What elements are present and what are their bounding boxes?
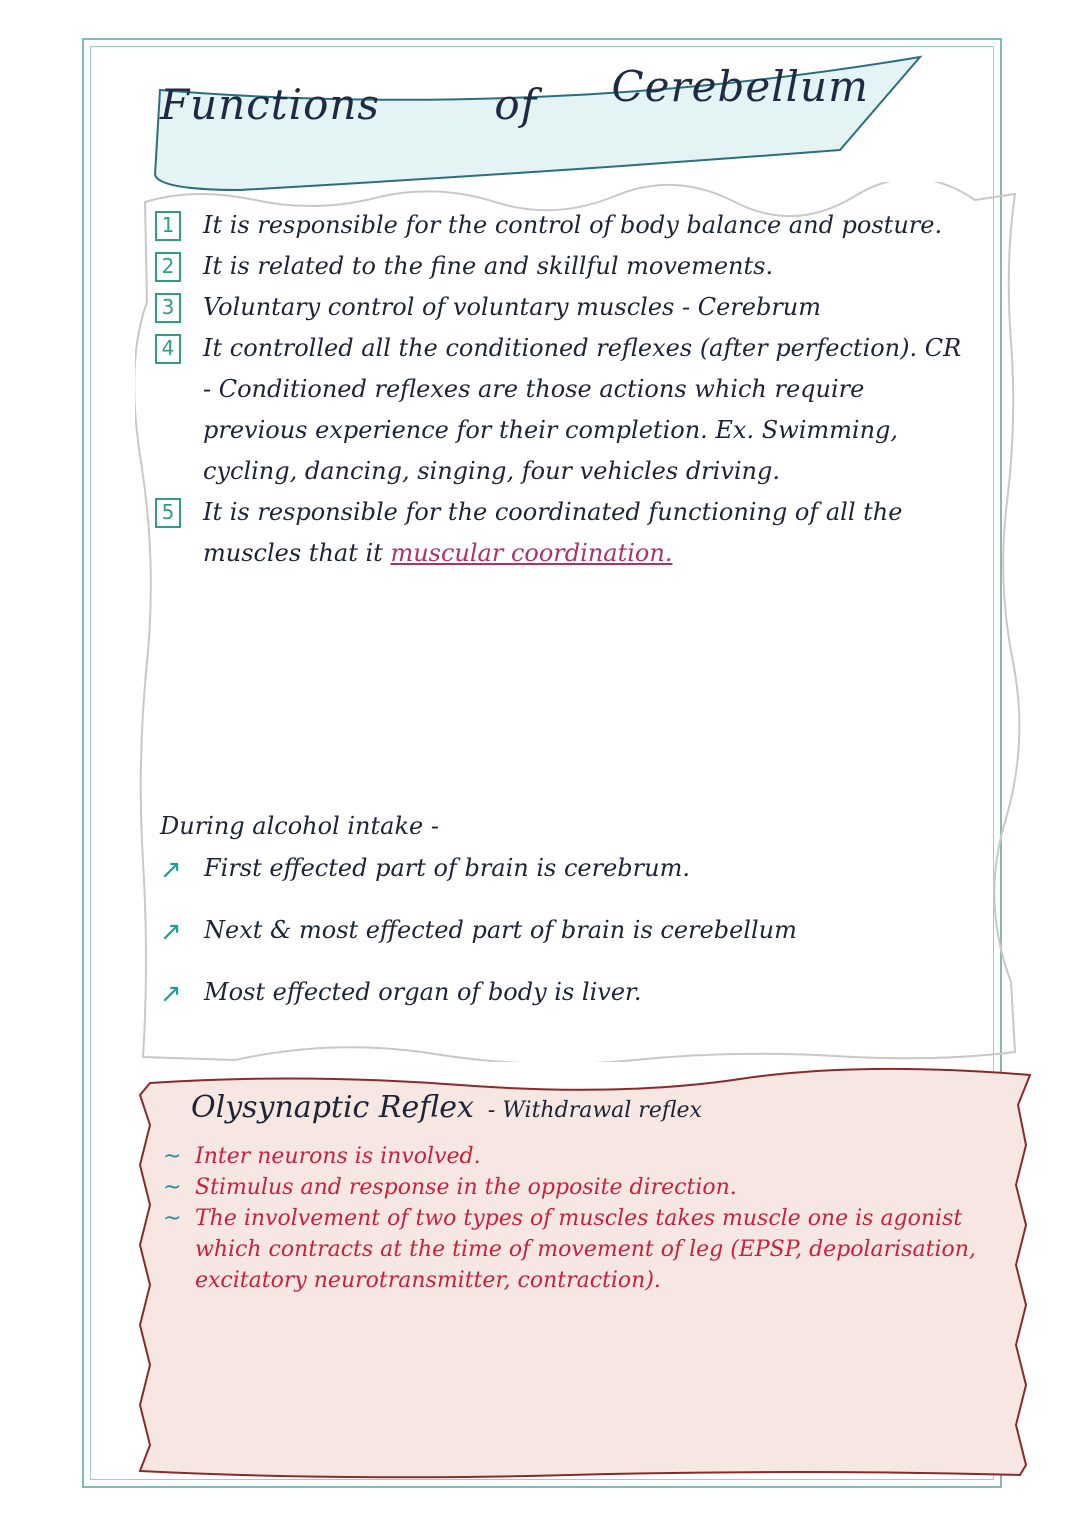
list-item	[155, 1172, 985, 1203]
alcohol-item-text: Most effected organ of body is liver.	[204, 978, 642, 1006]
list-item	[160, 970, 980, 1032]
tilde-icon: ~	[163, 1206, 182, 1231]
title-word-cerebellum: Cerebellum	[611, 62, 869, 111]
point-text: It is responsible for the coordinated functioning of all the muscles that it	[203, 498, 903, 567]
list-item	[155, 492, 975, 574]
arrow-icon: ↗	[160, 855, 182, 885]
reflex-item-text: Stimulus and response in the opposite direction.	[195, 1175, 737, 1200]
title-word-functions: Functions	[160, 80, 380, 129]
list-item	[155, 1141, 985, 1172]
title-word-of: of	[494, 80, 538, 129]
reflex-title-main: Olysynaptic Reflex	[191, 1090, 474, 1125]
list-item	[155, 205, 975, 246]
point-text: It is responsible for the control of body balance and posture.	[203, 211, 943, 239]
alcohol-section	[160, 812, 980, 1032]
alcohol-heading: During alcohol intake -	[160, 812, 439, 840]
function-list	[155, 205, 975, 574]
point-text: Voluntary control of voluntary muscles - Cerebrum	[203, 293, 821, 321]
point-number: 3	[155, 293, 181, 323]
page-title	[150, 62, 870, 129]
reflex-item-text: Inter neurons is involved.	[195, 1144, 481, 1169]
alcohol-item-text: Next & most effected part of brain is cerebellum	[204, 916, 797, 944]
list-item	[155, 1203, 985, 1296]
point-text: It controlled all the conditioned reflexes (after perfection). CR - Conditioned reflexes are those actions which require previous experience for their completion. Ex. Swimming, cycling, dancing, singing, four vehicles driving.	[203, 334, 962, 485]
arrow-icon: ↗	[160, 979, 182, 1009]
reflex-section	[155, 1090, 985, 1296]
tilde-icon: ~	[163, 1175, 182, 1200]
reflex-item-text: The involvement of two types of muscles takes muscle one is agonist which contracts at the time of movement of leg (EPSP, depolarisation, excitatory neurotransmitter, contraction).	[195, 1206, 976, 1293]
alcohol-item-text: First effected part of brain is cerebrum.	[204, 854, 690, 882]
list-item	[160, 846, 980, 908]
reflex-title	[191, 1090, 985, 1125]
reflex-subtitle: - Withdrawal reflex	[487, 1098, 702, 1123]
point-number: 4	[155, 334, 181, 364]
list-item	[155, 246, 975, 287]
list-item	[155, 287, 975, 328]
arrow-icon: ↗	[160, 917, 182, 947]
list-item	[160, 908, 980, 970]
list-item	[155, 328, 975, 492]
highlighted-term: muscular coordination.	[390, 539, 673, 567]
point-number: 1	[155, 211, 181, 241]
point-text: It is related to the fine and skillful movements.	[203, 252, 774, 280]
point-number: 5	[155, 498, 181, 528]
point-number: 2	[155, 252, 181, 282]
tilde-icon: ~	[163, 1144, 182, 1169]
